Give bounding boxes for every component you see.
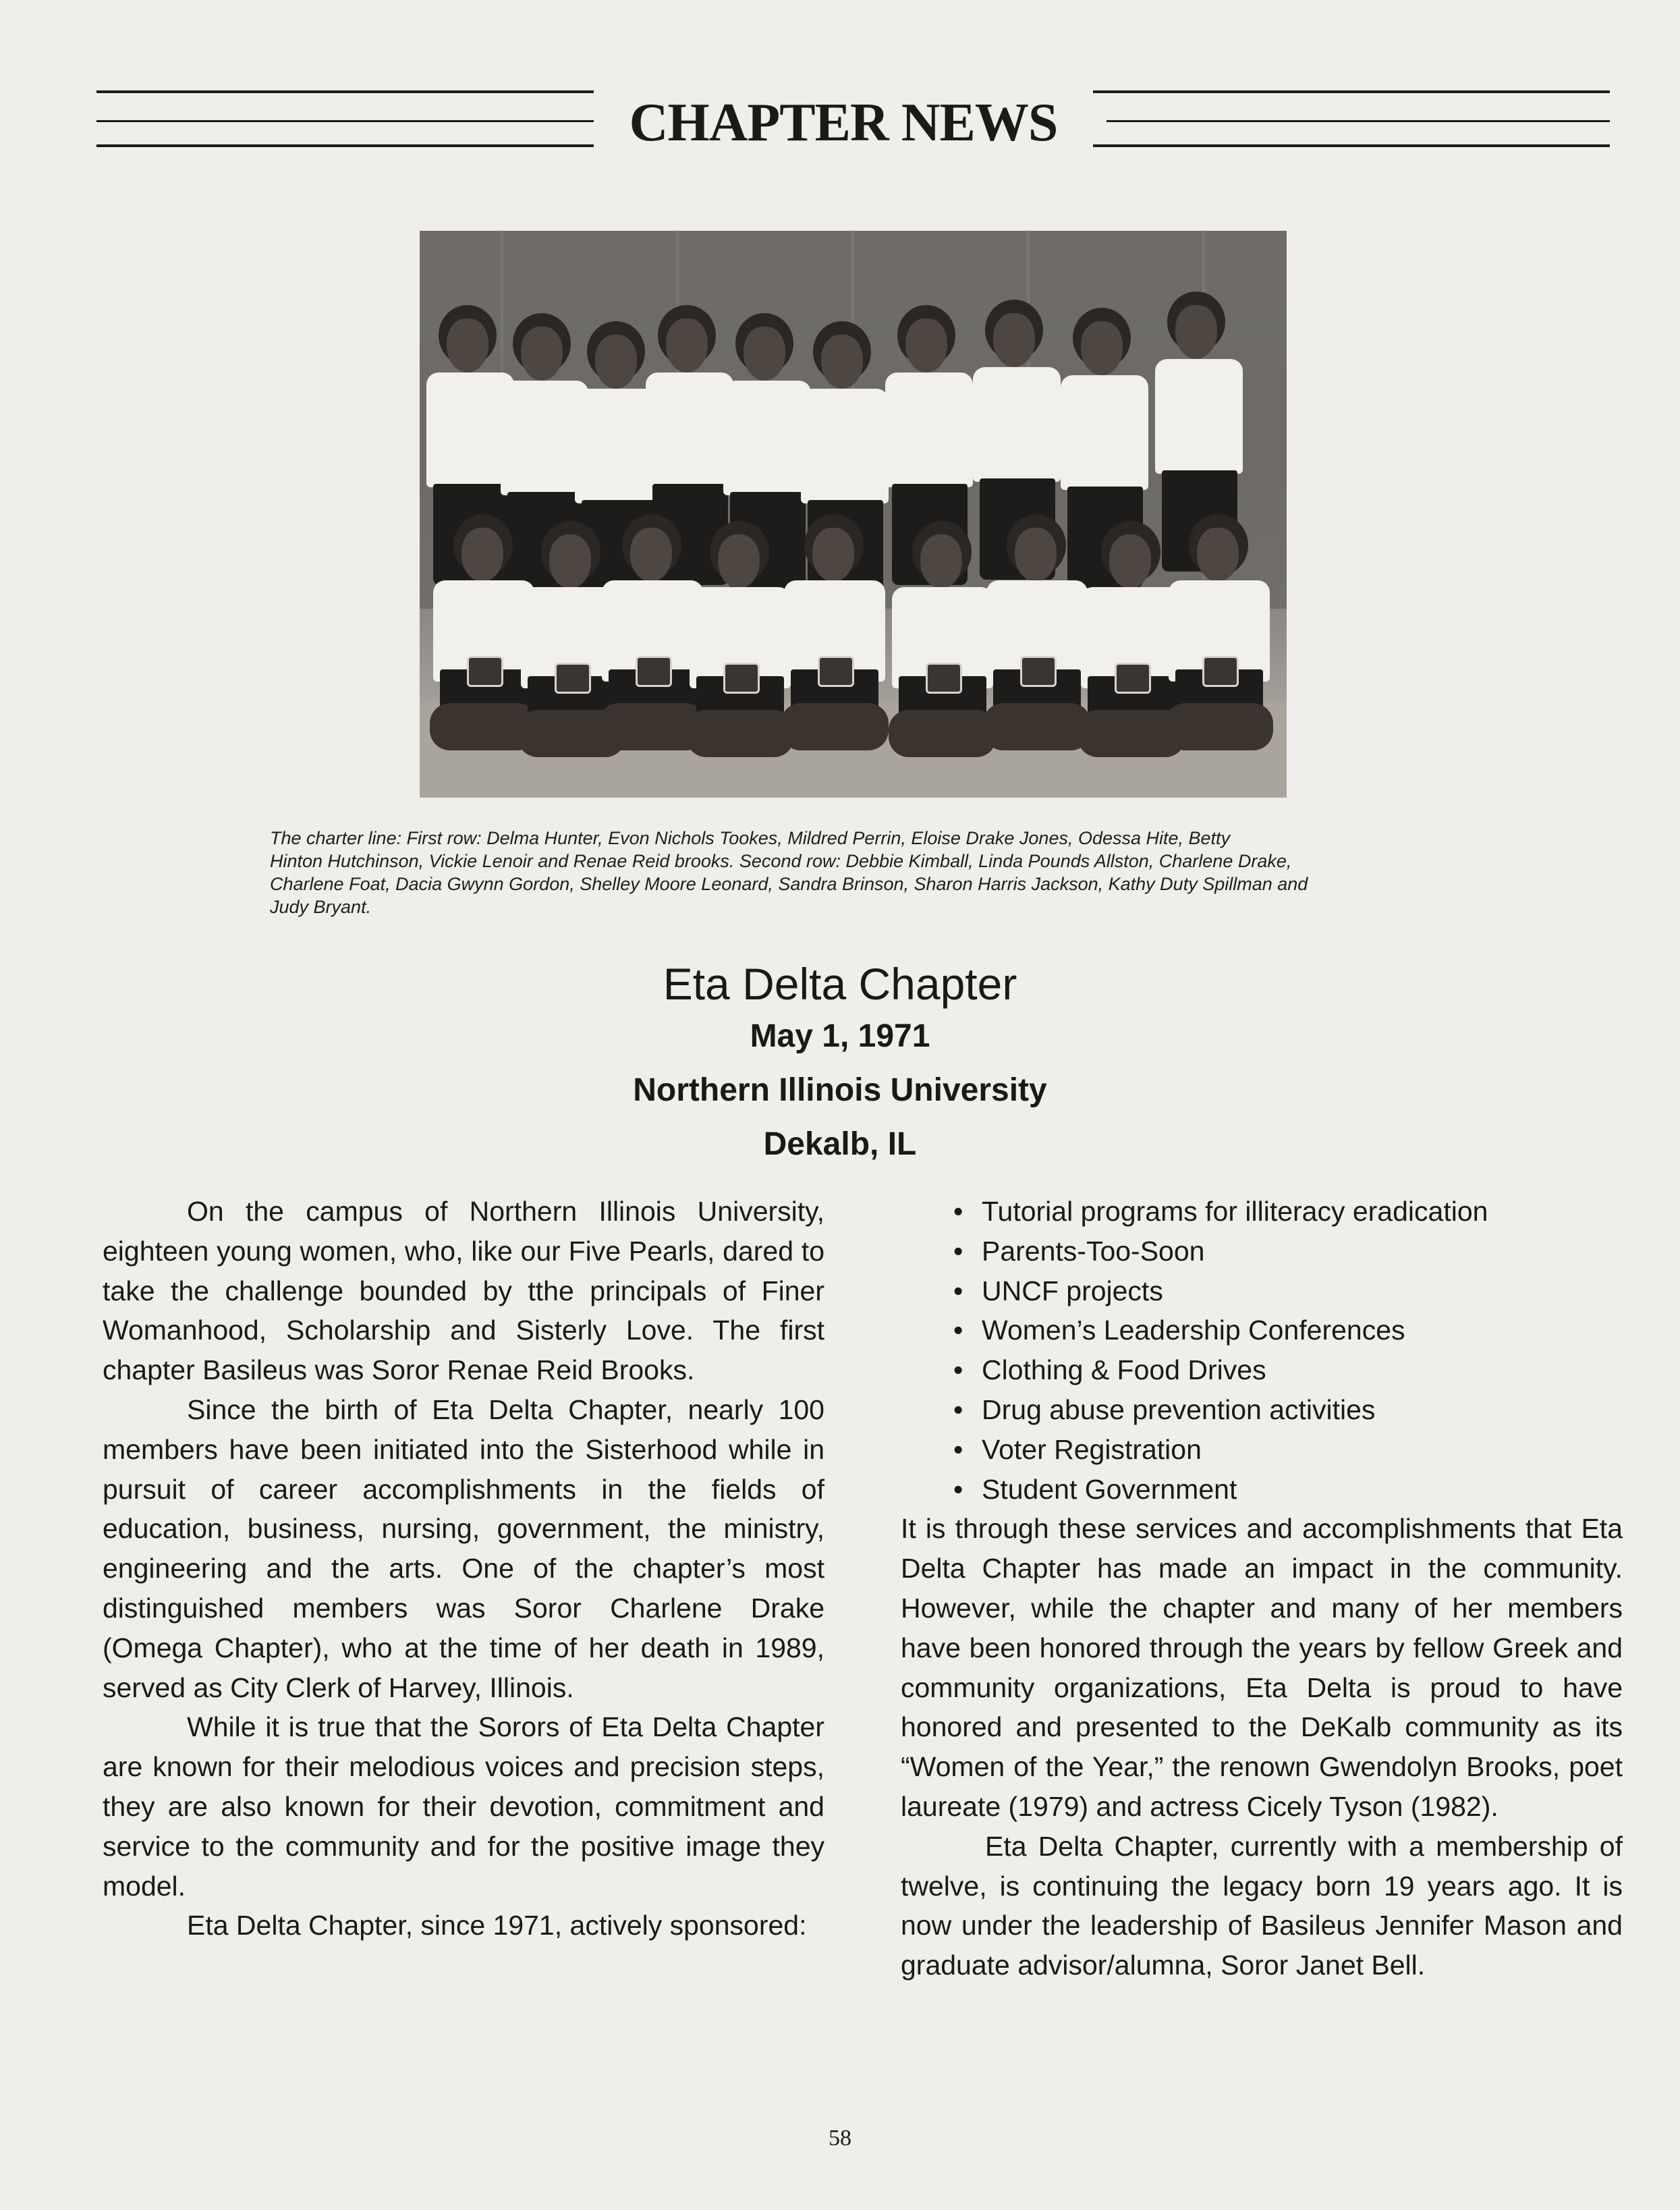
person-plaque — [555, 663, 591, 694]
person-plaque — [818, 656, 854, 687]
person-shirt — [973, 367, 1061, 482]
photo-caption — [270, 827, 1457, 918]
person-face — [1015, 528, 1057, 582]
person-legs — [686, 710, 794, 757]
chapter-university: Northern Illinois University — [633, 1072, 1047, 1108]
person-face — [630, 528, 672, 582]
person-face — [549, 534, 591, 588]
person-shirt — [723, 381, 811, 495]
person-face — [595, 335, 637, 389]
person-shirt — [646, 372, 733, 487]
page-number: 58 — [829, 2126, 851, 2151]
person-legs — [1165, 703, 1273, 750]
person-face — [993, 313, 1035, 367]
chapter-name: Eta Delta Chapter — [663, 959, 1017, 1009]
person-face — [1175, 305, 1217, 359]
person-face — [920, 534, 962, 588]
person-shirt — [1155, 359, 1243, 474]
person-plaque — [636, 656, 672, 687]
person-face — [447, 319, 488, 372]
person-plaque — [1115, 663, 1151, 694]
list-item: • Voter Registration — [982, 1430, 1623, 1470]
person-face — [905, 319, 947, 372]
activities-list — [901, 1192, 1623, 1509]
person-shirt — [1061, 375, 1148, 490]
left-column — [103, 1192, 824, 1945]
section-title: CHAPTER NEWS — [594, 89, 1093, 157]
person-legs — [889, 710, 997, 757]
person-face — [718, 534, 760, 588]
header-rule-mid-right — [1107, 120, 1610, 122]
caption-line: Charlene Foat, Dacia Gwynn Gordon, Shelley Moore Leonard, Sandra Brinson, Sharon Harris Jackson, Kathy Duty Spillman and — [270, 874, 1308, 894]
chapter-date: May 1, 1971 — [750, 1018, 930, 1054]
body-paragraph: Eta Delta Chapter, currently with a membership of twelve, is continuing the legacy born 19 years ago. It is now under the leadership of Basileus Jennifer Mason and graduate advisor/alumna, Soror Janet Bell. — [901, 1830, 1623, 1981]
caption-line: Hinton Hutchinson, Vickie Lenoir and Renae Reid brooks. Second row: Debbie Kimball, Linda Pounds Allston, Charlene Drake, — [270, 851, 1292, 871]
person-plaque — [723, 663, 760, 694]
list-item: • Drug abuse prevention activities — [982, 1390, 1623, 1430]
list-item: • Student Government — [982, 1470, 1623, 1510]
person-legs — [781, 703, 889, 750]
person-face — [521, 327, 563, 381]
list-item: • Clothing & Food Drives — [982, 1350, 1623, 1390]
person-plaque — [926, 663, 962, 694]
right-column — [901, 1192, 1623, 1985]
list-item: • UNCF projects — [982, 1271, 1623, 1311]
body-paragraph: Eta Delta Chapter, since 1971, actively sponsored: — [187, 1910, 807, 1941]
person-face — [821, 335, 863, 389]
person-plaque — [1202, 656, 1239, 687]
person-face — [1197, 528, 1239, 582]
person-plaque — [1020, 656, 1057, 687]
person-legs — [983, 703, 1091, 750]
list-item: • Women’s Leadership Conferences — [982, 1310, 1623, 1350]
body-paragraph: On the campus of Northern Illinois University, eighteen young women, who, like our Five Pearls, dared to take the challenge bounded by tthe principals of Finer Womanhood, Scholarship and Sisterly Love. The first chapter Basileus was Soror Renae Reid Brooks. — [103, 1196, 824, 1386]
body-paragraph: It is through these services and accomplishments that Eta Delta Chapter has made an impact in the community. However, while the chapter and many of her members have been honored through the years by fellow Greek and community organizations, Eta Delta is proud to have honored and presented to the DeKalb community as its “Women of the Year,” the renown Gwendolyn Brooks, poet laureate (1979) and actress Cicely Tyson (1982). — [901, 1513, 1623, 1822]
caption-line: Judy Bryant. — [270, 897, 372, 917]
person-plaque — [467, 656, 503, 687]
body-paragraph: Since the birth of Eta Delta Chapter, nearly 100 members have been initiated into the Sisterhood while in pursuit of career accomplishments in the fields of education, business, nursing, government, the ministry, engineering and the arts. One of the chapter’s most distinguished members was Soror Charlene Drake (Omega Chapter), who at the time of her death in 1989, served as City Clerk of Harvey, Illinois. — [103, 1393, 824, 1703]
person-shirt — [801, 389, 889, 503]
person-shirt — [885, 372, 973, 487]
list-item: • Parents-Too-Soon — [982, 1232, 1623, 1271]
person-face — [1109, 534, 1151, 588]
person-face — [461, 528, 503, 582]
person-face — [744, 327, 785, 381]
person-face — [812, 528, 854, 582]
group-photo — [420, 231, 1287, 798]
caption-line: The charter line: First row: Delma Hunter, Evon Nichols Tookes, Mildred Perrin, Eloise Drake Jones, Odessa Hite, Betty — [270, 828, 1231, 848]
body-paragraph: While it is true that the Sorors of Eta Delta Chapter are known for their melodious voices and precision steps, they are also known for their devotion, commitment and service to the community and for the positive image they model. — [103, 1711, 824, 1902]
header-rule-mid-left — [96, 120, 596, 122]
person-face — [666, 319, 708, 372]
chapter-location: Dekalb, IL — [763, 1126, 917, 1162]
list-item: • Tutorial programs for illiteracy eradication — [982, 1192, 1623, 1232]
person-face — [1081, 321, 1123, 375]
